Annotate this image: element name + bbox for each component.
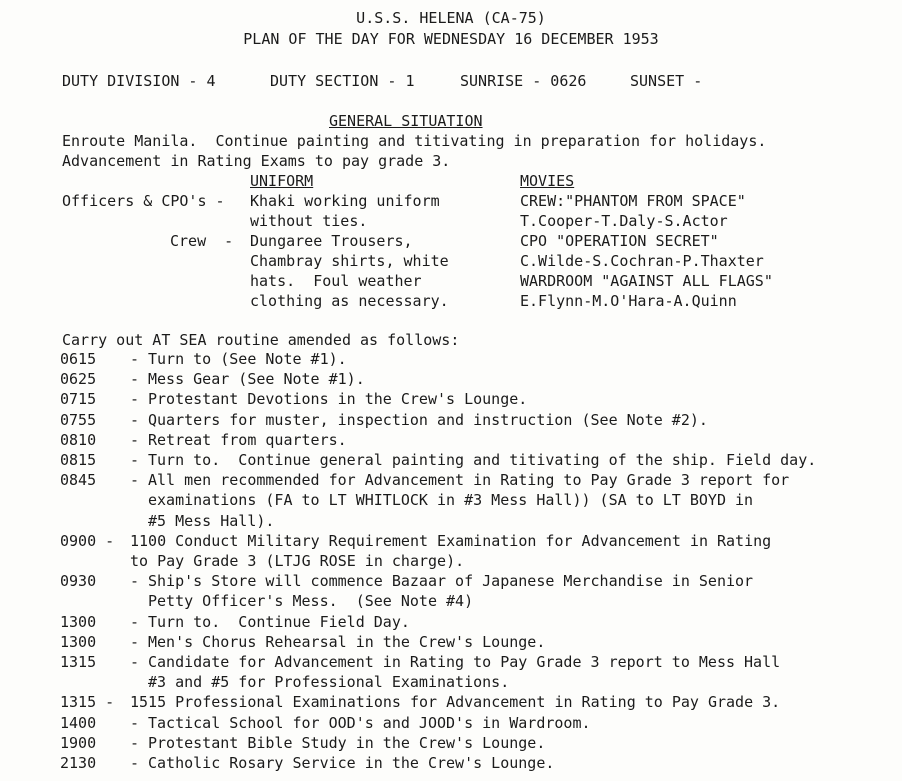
schedule-text: All men recommended for Advancement in Rating to Pay Grade 3 report for examinations (FA to LT WHITLOCK in #3 Mess Hall)) (SA to LT BOYD in #5 Mess Hall). <box>148 471 790 530</box>
schedule-dash: - <box>130 754 140 773</box>
schedule-entry <box>60 652 890 692</box>
officers-label: Officers & CPO's - <box>62 192 225 210</box>
schedule-time: 0715 <box>60 390 97 409</box>
schedule-dash: - <box>130 430 140 449</box>
schedule-entry <box>60 692 890 712</box>
schedule-text: Ship's Store will commence Bazaar of Japanese Merchandise in Senior Petty Officer's Mess. (See Note #4) <box>148 572 754 611</box>
schedule-dash: - <box>130 612 140 631</box>
schedule-dash: - <box>130 350 140 368</box>
schedule-entry <box>60 753 890 773</box>
schedule-time: 0810 <box>60 430 97 449</box>
schedule-entry <box>60 450 890 470</box>
crew-uniform-line: clothing as necessary. <box>250 292 449 310</box>
schedule-text: Retreat from quarters. <box>148 430 347 449</box>
plan-title: PLAN OF THE DAY FOR WEDNESDAY 16 DECEMBER 1953 <box>243 30 659 48</box>
schedule-time: 0900 - <box>60 531 115 550</box>
sunrise: SUNRISE - 0626 <box>460 72 587 90</box>
schedule-text: Turn to. Continue Field Day. <box>148 612 410 631</box>
schedule-time: 0845 <box>60 471 97 490</box>
schedule-time: 0815 <box>60 451 97 470</box>
schedule-entry <box>60 369 890 389</box>
schedule-entry <box>60 713 890 733</box>
schedule-text: Tactical School for OOD's and JOOD's in Wardroom. <box>148 713 591 732</box>
crew-uniform-line: Chambray shirts, white <box>250 252 449 270</box>
crew-uniform-line: Dungaree Trousers, <box>250 232 413 250</box>
schedule-dash: - <box>130 713 140 732</box>
schedule-dash: - <box>130 572 140 591</box>
officers-uniform-line: without ties. <box>250 212 368 230</box>
schedule-entry <box>60 733 890 753</box>
duty-division: DUTY DIVISION - 4 <box>62 72 216 90</box>
schedule-time: 1315 - <box>60 693 115 712</box>
schedule-dash: - <box>130 370 140 389</box>
ship-name: U.S.S. HELENA (CA-75) <box>356 9 546 27</box>
movie-line: T.Cooper-T.Daly-S.Actor <box>520 212 728 230</box>
schedule-time: 0615 <box>60 350 97 368</box>
schedule-time: 0930 <box>60 572 97 591</box>
schedule-text: Turn to (See Note #1). <box>148 350 347 368</box>
schedule-entry <box>60 531 890 571</box>
schedule-entry <box>60 571 890 611</box>
schedule-text: Men's Chorus Rehearsal in the Crew's Lounge. <box>148 632 546 651</box>
schedule-text: Candidate for Advancement in Rating to Pay Grade 3 report to Mess Hall #3 and #5 for Professional Examinations. <box>148 653 781 692</box>
schedule-text: Catholic Rosary Service in the Crew's Lounge. <box>148 754 555 773</box>
schedule-dash: - <box>130 632 140 651</box>
routine-intro: Carry out AT SEA routine amended as follows: <box>62 331 460 349</box>
schedule-time: 2130 <box>60 754 97 773</box>
schedule-text: Turn to. Continue general painting and titivating of the ship. Field day. <box>148 451 817 470</box>
schedule-time: 0755 <box>60 410 97 429</box>
schedule-text: Quarters for muster, inspection and instruction (See Note #2). <box>148 410 708 429</box>
schedule-dash: - <box>130 733 140 752</box>
movies-heading: MOVIES <box>520 172 575 190</box>
schedule-entry <box>60 612 890 632</box>
movie-line: CREW:"PHANTOM FROM SPACE" <box>520 192 746 210</box>
movie-line: CPO "OPERATION SECRET" <box>520 232 719 250</box>
schedule-text: Mess Gear (See Note #1). <box>148 370 365 389</box>
schedule-time: 1315 <box>60 653 97 672</box>
schedule-entry <box>60 470 890 531</box>
schedule-dash: - <box>130 471 140 490</box>
schedule-text: 1100 Conduct Military Requirement Examination for Advancement in Rating to Pay Grade 3 (LTJG ROSE in charge). <box>130 531 772 571</box>
schedule-time: 1400 <box>60 713 97 732</box>
movie-line: WARDROOM "AGAINST ALL FLAGS" <box>520 272 773 290</box>
schedule-entry <box>60 410 890 430</box>
movie-line: C.Wilde-S.Cochran-P.Thaxter <box>520 252 764 270</box>
routine-list <box>60 349 890 773</box>
schedule-time: 1300 <box>60 632 97 651</box>
situation-line-1: Enroute Manila. Continue painting and titivating in preparation for holidays. <box>62 132 767 150</box>
schedule-entry <box>60 430 890 450</box>
officers-uniform-line: Khaki working uniform <box>250 192 440 210</box>
general-situation-heading: GENERAL SITUATION <box>329 112 483 130</box>
schedule-entry <box>60 389 890 409</box>
schedule-time: 0625 <box>60 370 97 389</box>
situation-line-2: Advancement in Rating Exams to pay grade 3. <box>62 152 451 170</box>
schedule-dash: - <box>130 451 140 470</box>
schedule-dash: - <box>130 410 140 429</box>
sunset: SUNSET - <box>630 72 703 90</box>
movie-line: E.Flynn-M.O'Hara-A.Quinn <box>520 292 737 310</box>
duty-section: DUTY SECTION - 1 <box>270 72 415 90</box>
uniform-heading: UNIFORM <box>250 172 314 190</box>
schedule-text: Protestant Devotions in the Crew's Lounge. <box>148 390 528 409</box>
schedule-text: 1515 Professional Examinations for Advancement in Rating to Pay Grade 3. <box>130 693 781 712</box>
schedule-time: 1300 <box>60 612 97 631</box>
crew-label: Crew - <box>170 232 234 250</box>
crew-uniform-line: hats. Foul weather <box>250 272 422 290</box>
schedule-dash: - <box>130 390 140 409</box>
schedule-dash: - <box>130 653 140 672</box>
schedule-text: Protestant Bible Study in the Crew's Lounge. <box>148 733 546 752</box>
schedule-entry <box>60 632 890 652</box>
schedule-time: 1900 <box>60 733 97 752</box>
schedule-entry <box>60 349 890 369</box>
